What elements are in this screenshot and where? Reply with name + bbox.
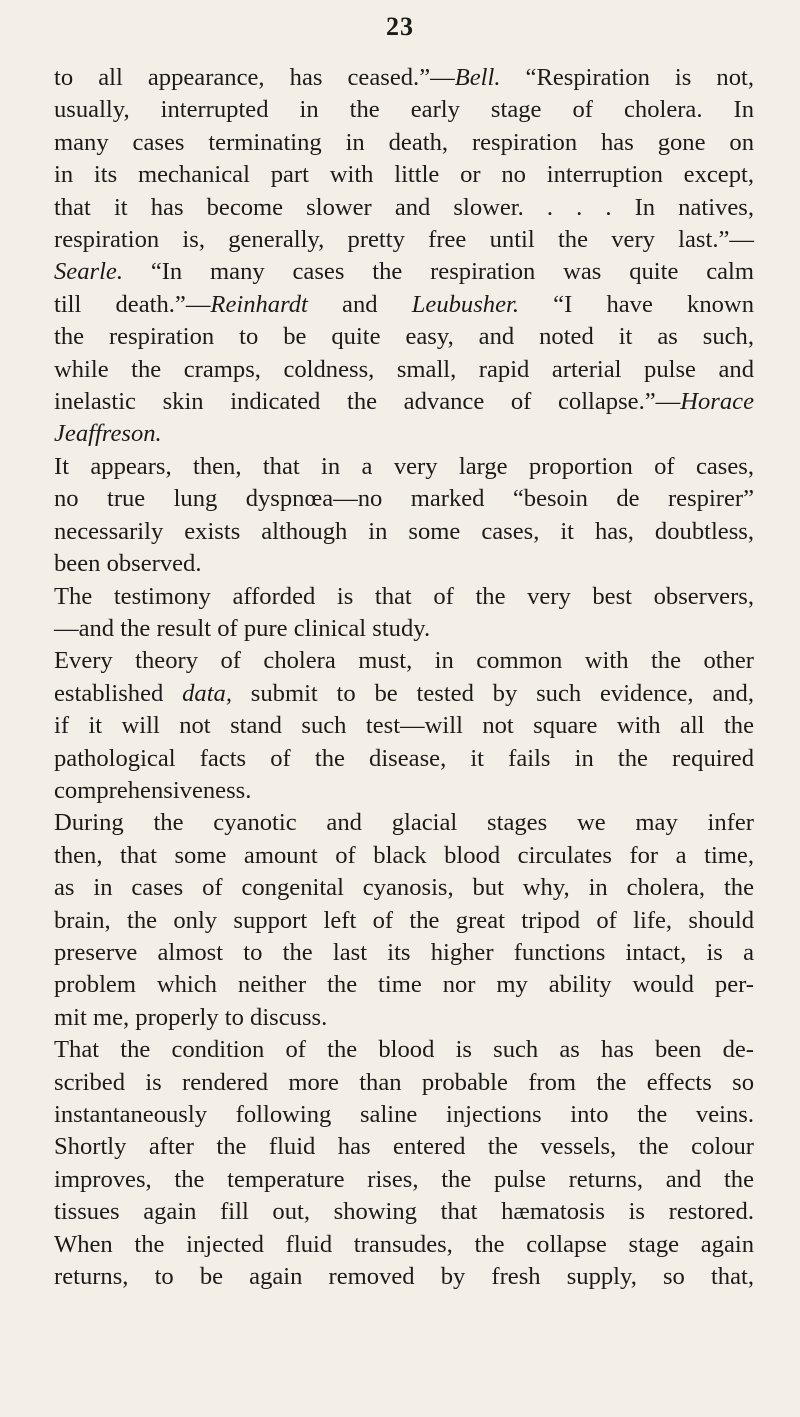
text-run: That the condition of the blood is such as has been de- [54, 1036, 754, 1064]
text-line [54, 1261, 754, 1293]
text-line [54, 483, 754, 515]
text-run: returns, to be again removed by fresh supply, so that, [54, 1263, 754, 1291]
text-line [54, 256, 754, 288]
text-line [54, 62, 754, 94]
text-run: brain, the only support left of the great tripod of life, should [54, 906, 754, 934]
text-run: tissues again fill out, showing that hæmatosis is restored. [54, 1198, 754, 1226]
text-run: —and the result of pure clinical study. [54, 614, 431, 642]
text-run: inelastic skin indicated the advance of collapse.”— [54, 388, 681, 416]
text-line [54, 710, 754, 742]
text-run: Shortly after the fluid has entered the vessels, the colour [54, 1133, 754, 1161]
text-line [54, 1002, 754, 1034]
text-line [54, 905, 754, 937]
text-line [54, 937, 754, 969]
text-run: established [54, 679, 183, 707]
italic-run: data, [182, 679, 232, 707]
text-run: pathological facts of the disease, it fails in the required [54, 744, 754, 772]
text-line [54, 548, 754, 580]
text-line [54, 645, 754, 677]
text-line [54, 969, 754, 1001]
text-run: respiration is, generally, pretty free until the very last.”— [54, 226, 754, 254]
text-line [54, 1034, 754, 1066]
text-line [54, 840, 754, 872]
text-run: improves, the temperature rises, the pulse returns, and the [54, 1165, 754, 1193]
text-line [54, 1229, 754, 1261]
italic-run: Searle. [54, 258, 123, 286]
text-line [54, 1099, 754, 1131]
text-line [54, 1196, 754, 1228]
text-line [54, 192, 754, 224]
text-run: to all appearance, has ceased.”— [54, 64, 455, 91]
italic-run: Bell. [454, 64, 501, 91]
text-line [54, 1067, 754, 1099]
text-run: while the cramps, coldness, small, rapid arterial pulse and [54, 355, 754, 383]
text-line [54, 321, 754, 353]
text-line [54, 516, 754, 548]
text-run: “Respiration is not, [500, 64, 754, 91]
italic-run: Jeaffreson. [54, 420, 162, 448]
body-text [54, 62, 754, 1293]
text-run: “I have known [519, 290, 754, 318]
text-run: usually, interrupted in the early stage of cholera. In [54, 96, 754, 124]
page-number: 23 [386, 12, 414, 41]
text-run: It appears, then, that in a very large proportion of cases, [54, 452, 754, 480]
text-line [54, 94, 754, 126]
text-run: the respiration to be quite easy, and noted it as such, [54, 323, 754, 351]
text-run: as in cases of congenital cyanosis, but why, in cholera, the [54, 874, 754, 902]
text-line [54, 289, 754, 321]
text-line [54, 224, 754, 256]
text-run: if it will not stand such test—will not square with all the [54, 712, 754, 740]
text-run: When the injected fluid transudes, the collapse stage again [54, 1230, 754, 1258]
text-run: The testimony afforded is that of the very best observers, [54, 582, 754, 610]
text-run: During the cyanotic and glacial stages we may infer [54, 809, 754, 837]
text-run: necessarily exists although in some cases, it has, doubtless, [54, 517, 754, 545]
text-run: then, that some amount of black blood circulates for a time, [54, 841, 754, 869]
text-line [54, 159, 754, 191]
text-line [54, 678, 754, 710]
text-line [54, 1131, 754, 1163]
text-line [54, 418, 754, 450]
text-line [54, 743, 754, 775]
text-line [54, 872, 754, 904]
text-run: comprehensiveness. [54, 776, 252, 804]
text-run: that it has become slower and slower. . . . In natives, [54, 193, 754, 221]
text-line [54, 581, 754, 613]
text-run: submit to be tested by such evidence, and, [231, 679, 754, 707]
text-line [54, 354, 754, 386]
text-line [54, 451, 754, 483]
italic-run: Horace [680, 388, 754, 416]
text-run: preserve almost to the last its higher functions intact, is a [54, 938, 754, 966]
italic-run: Leubusher. [411, 290, 519, 318]
text-run: “In many cases the respiration was quite calm [122, 258, 754, 286]
text-run: till death.”— [54, 290, 211, 318]
text-line [54, 775, 754, 807]
text-line [54, 1164, 754, 1196]
text-run: scribed is rendered more than probable from the effects so [54, 1068, 754, 1096]
text-run: and [307, 290, 412, 318]
italic-run: Reinhardt [210, 290, 308, 318]
text-line [54, 386, 754, 418]
text-run: mit me, properly to discuss. [54, 1003, 328, 1031]
text-line [54, 807, 754, 839]
text-run: Every theory of cholera must, in common with the other [54, 647, 754, 675]
text-run: in its mechanical part with little or no interruption except, [54, 161, 754, 189]
text-line [54, 127, 754, 159]
text-run: problem which neither the time nor my ability would per- [54, 971, 754, 999]
text-line [54, 613, 754, 645]
text-run: many cases terminating in death, respiration has gone on [54, 128, 754, 156]
text-run: no true lung dyspnœa—no marked “besoin de respirer” [54, 485, 754, 513]
text-run: instantaneously following saline injections into the veins. [54, 1101, 754, 1128]
text-run: been observed. [54, 550, 202, 578]
